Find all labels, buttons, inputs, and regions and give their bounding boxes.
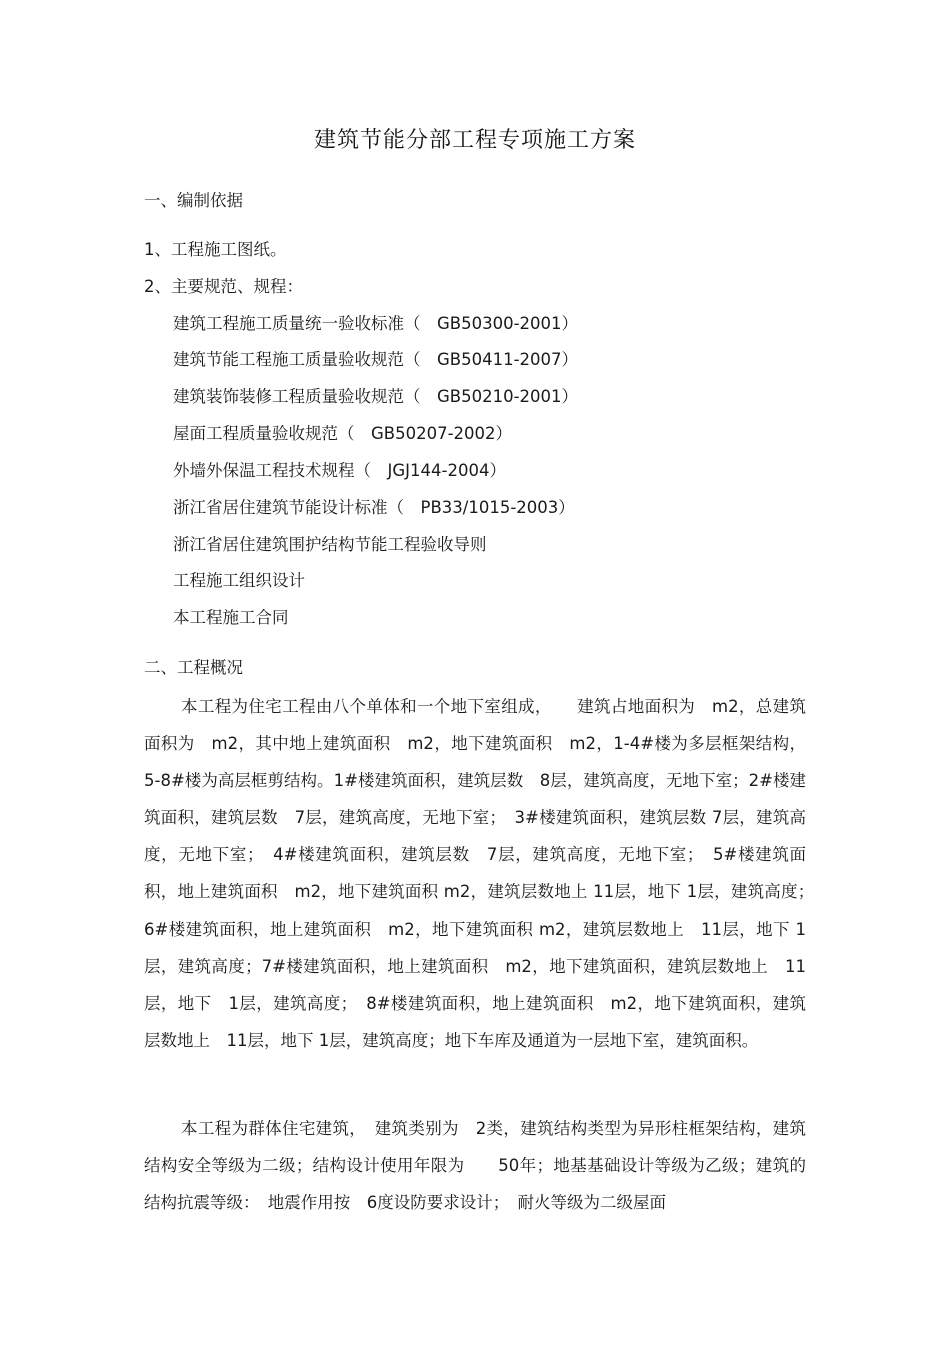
page-title: 建筑节能分部工程专项施工方案 <box>313 128 636 153</box>
standard-item: 本工程施工合同 <box>173 608 289 627</box>
list-item-codes: 2、主要规范、规程： <box>144 277 303 296</box>
section-heading-basis: 一、编制依据 <box>144 191 243 210</box>
standard-item: 浙江省居住建筑节能设计标准（ PB33/1015-2003） <box>173 498 575 517</box>
section-heading-overview: 二、工程概况 <box>144 658 243 677</box>
standard-item: 建筑节能工程施工质量验收规范（ GB50411-2007） <box>173 350 579 369</box>
overview-paragraph: 本工程为群体住宅建筑， 建筑类别为 2类，建筑结构类型为异形柱框架结构，建筑结构安全等级为二级；结构设计使用年限为 50年；地基基础设计等级为乙级；建筑的结构抗震等级： 地震作用按 6度设防要求设计； 耐火等级为二级屋面 <box>144 1119 806 1213</box>
standard-item: 建筑装饰装修工程质量验收规范（ GB50210-2001） <box>173 387 579 406</box>
standard-item: 建筑工程施工质量统一验收标准（ GB50300-2001） <box>173 314 579 333</box>
standard-item: 浙江省居住建筑围护结构节能工程验收导则 <box>173 535 487 554</box>
standard-item: 外墙外保温工程技术规程（ JGJ144-2004） <box>173 461 506 480</box>
list-item-drawings: 1、工程施工图纸。 <box>144 240 287 259</box>
overview-paragraph: 本工程为住宅工程由八个单体和一个地下室组成， 建筑占地面积为 m2，总建筑面积为 m2，其中地上建筑面积 m2，地下建筑面积 m2，1-4#楼为多层框架结构，5-8#楼为高层框剪结构。1#楼建筑面积，建筑层数 8层，建筑高度，无地下室；2#楼建筑面积，建筑层数 7层，建筑高度，无地下室； 3#楼建筑面积，建筑层数 7层，建筑高度，无地下室； 4#楼建筑面积，建筑层数 7层，建筑高度，无地下室； 5#楼建筑面积，地上建筑面积 m2，地下建筑面积 m2，建筑层数地上 11层，地下 1层，建筑高度； 6#楼建筑面积，地上建筑面积 m2，地下建筑面积 m2，建筑层数地上 11层，地下 1层，建筑高度；7#楼建筑面积，地上建筑面积 m2，地下建筑面积，建筑层数地上 11层，地下 1层，建筑高度； 8#楼建筑面积，地上建筑面积 m2，地下建筑面积，建筑层数地上 11层，地下 1层，建筑高度；地下车库及通道为一层地下室，建筑面积。 <box>144 697 823 1050</box>
standard-item: 工程施工组织设计 <box>173 571 305 590</box>
standard-item: 屋面工程质量验收规范（ GB50207-2002） <box>173 424 513 443</box>
